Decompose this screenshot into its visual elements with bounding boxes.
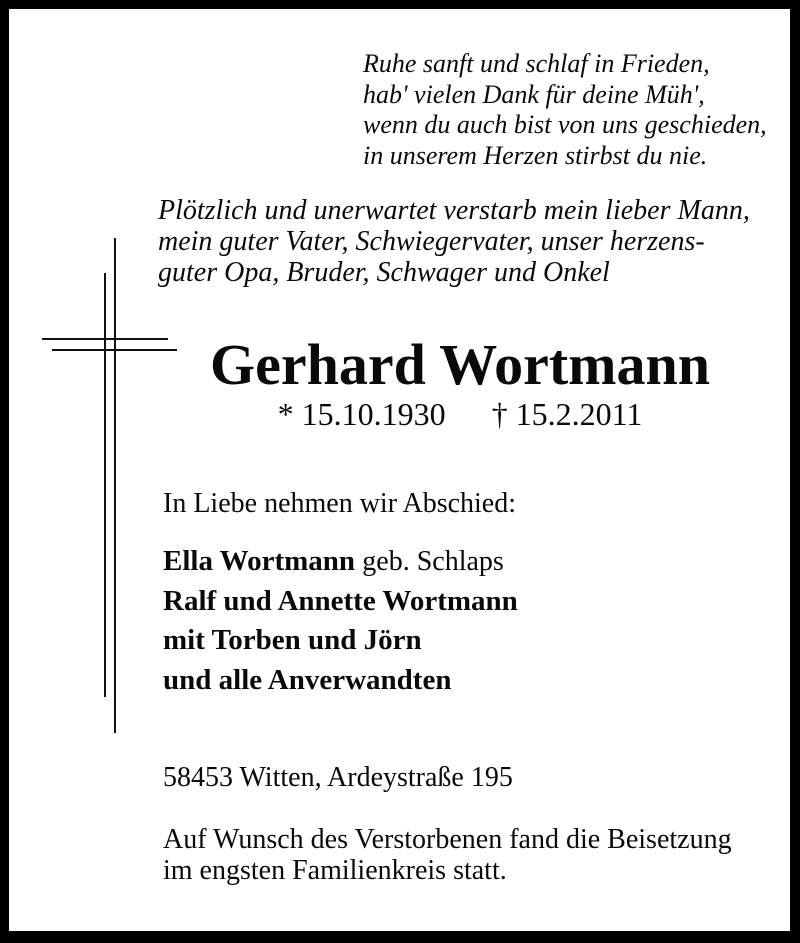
poem-line: Ruhe sanft und schlaf in Frieden, xyxy=(363,49,710,78)
intro-line: Plötzlich und unerwartet verstarb mein lieber Mann, xyxy=(158,195,750,226)
poem-line: hab' vielen Dank für deine Müh', xyxy=(363,79,705,109)
poem-line: wenn du auch bist von uns geschieden, xyxy=(363,110,767,139)
mourner-line xyxy=(163,582,518,622)
mourner-line xyxy=(163,542,518,582)
closing-line: Auf Wunsch des Verstorbenen fand die Beisetzung xyxy=(163,824,732,855)
cross-vertical-short-line xyxy=(104,273,106,697)
mourner-line xyxy=(163,661,518,701)
death-date: † 15.2.2011 xyxy=(491,396,643,432)
intro-line: guter Opa, Bruder, Schwager und Onkel xyxy=(158,257,610,288)
mourner-line xyxy=(163,621,518,661)
birth-date: * 15.10.1930 xyxy=(277,396,446,432)
epitaph-poem xyxy=(363,49,767,171)
mourner-name: mit Torben und Jörn xyxy=(163,624,422,656)
poem-line: in unserem Herzen stirbst du nie. xyxy=(363,140,708,170)
deceased-name: Gerhard Wortmann xyxy=(210,332,710,397)
life-dates xyxy=(130,396,790,432)
farewell-line: In Liebe nehmen wir Abschied: xyxy=(163,488,517,519)
introduction-text xyxy=(158,195,750,288)
address-line: 58453 Witten, Ardeystraße 195 xyxy=(163,762,513,793)
name-column xyxy=(130,332,790,432)
closing-line: im engsten Familienkreis statt. xyxy=(163,855,507,886)
mourner-name: Ella Wortmann xyxy=(163,545,356,577)
closing-text xyxy=(163,824,732,886)
cross-vertical-long-line xyxy=(114,238,116,733)
mourners-list xyxy=(163,542,518,700)
mourner-name-suffix: geb. Schlaps xyxy=(362,546,504,577)
mourner-name: Ralf und Annette Wortmann xyxy=(163,584,518,617)
mourner-name: und alle Anverwandten xyxy=(163,663,452,696)
intro-line: mein guter Vater, Schwiegervater, unser herzens- xyxy=(158,226,705,257)
